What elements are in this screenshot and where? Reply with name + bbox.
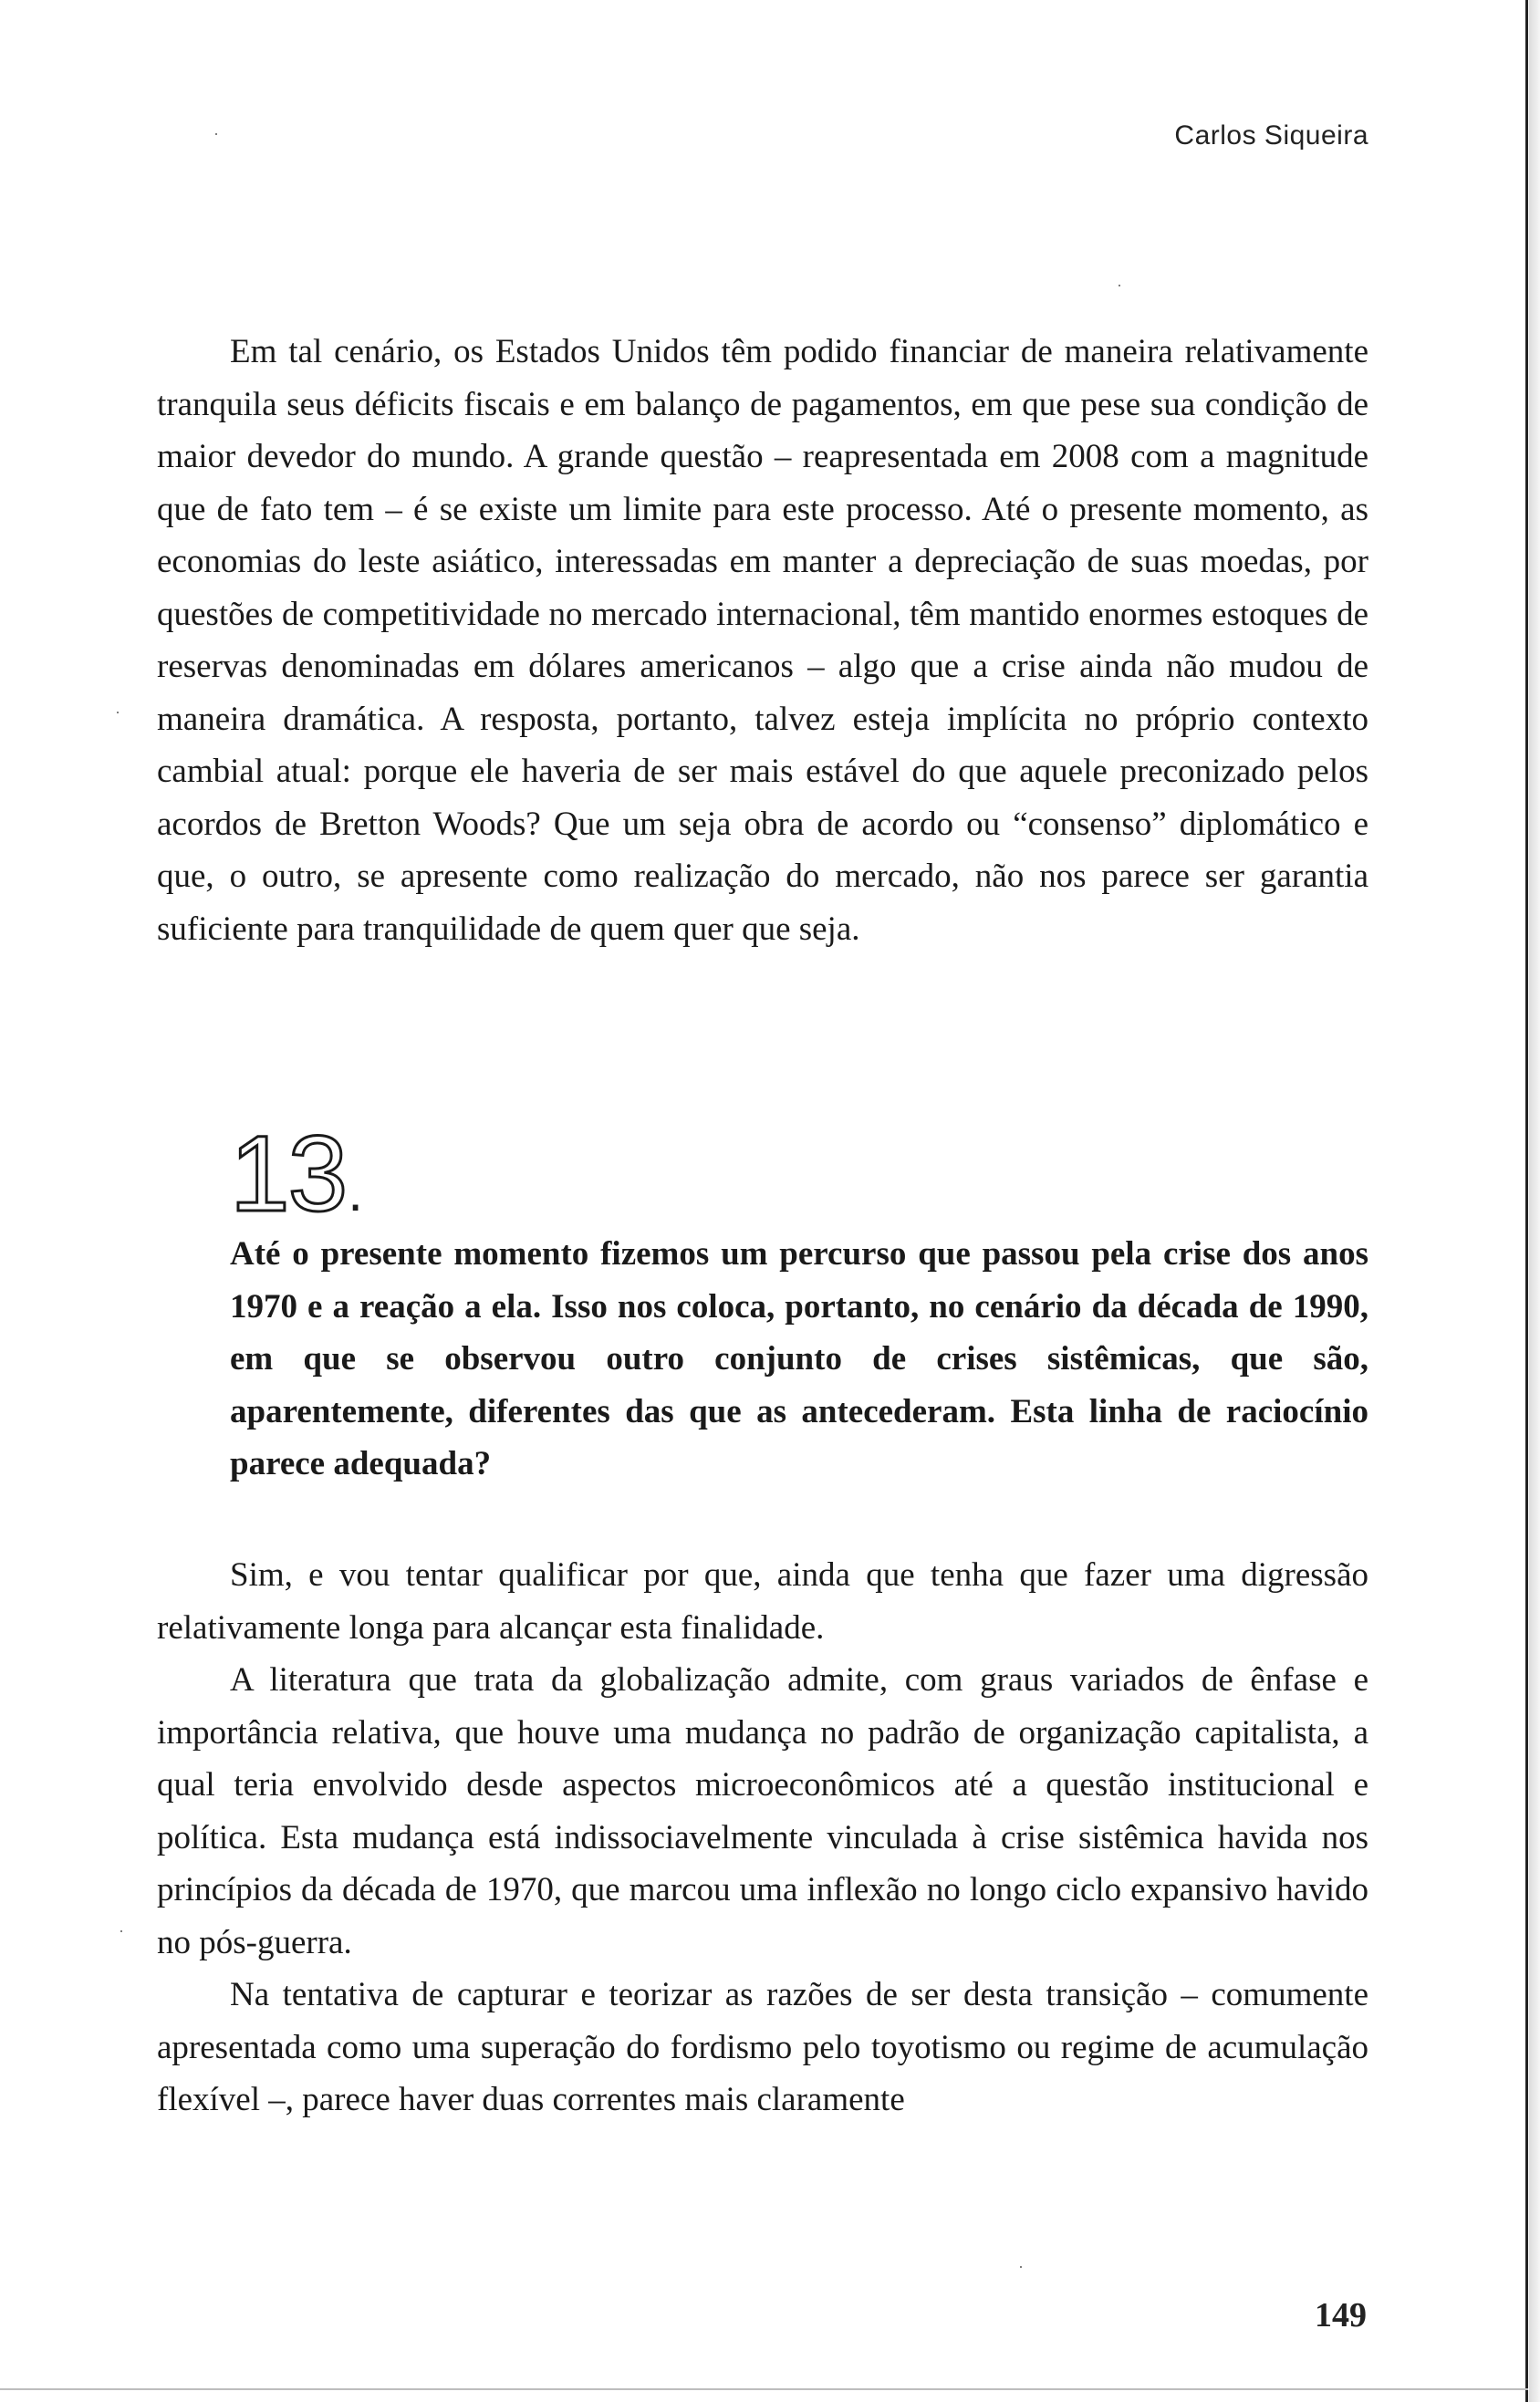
scan-speck — [117, 712, 119, 713]
page-binding-edge — [1525, 0, 1528, 2402]
scan-speck — [1020, 2266, 1022, 2268]
answer-paragraph: A literatura que trata da globalização admite, com graus variados de ênfase e importância relativa, que houve uma mudança no padrão de organização capitalista, a qual teria envolvido desde aspectos microeconômicos até a questão institucional e política. Esta mudança está indissociavelmente vinculada à crise sistêmica havida nos princípios da década de 1970, que marcou uma inflexão no longo ciclo expansivo havido no pós-guerra. — [157, 1661, 1368, 1961]
answer-paragraph: Sim, e vou tentar qualificar por que, ainda que tenha que fazer uma digressão relativamente longa para alcançar esta finalidade. — [157, 1556, 1368, 1647]
paragraph: Em tal cenário, os Estados Unidos têm podido financiar de maneira relativamente tranquila seus déficits fiscais e em balanço de pagamentos, em que pese sua condição de maior devedor do mundo. A grande questão – reapresentada em 2008 com a magnitude que de fato tem – é se existe um limite para este processo. Até o presente momento, as economias do leste asiático, interessadas em manter a depreciação de suas moedas, por questões de competitividade no mercado internacional, têm mantido enormes estoques de reservas denominadas em dólares americanos – algo que a crise ainda não mudou de maneira dramática. A resposta, portanto, talvez esteja implícita no próprio contexto cambial atual: porque ele haveria de ser mais estável do que aquele preconizado pelos acordos de Bretton Woods? Que um seja obra de acordo ou “consenso” diplomático e que, o outro, se apresente como realização do mercado, não nos parece ser garantia suficiente para tranquilidade de quem quer que seja. — [157, 333, 1368, 948]
running-head: Carlos Siqueira — [1174, 120, 1368, 151]
page-edge-shadow — [1529, 0, 1540, 2402]
answer-block — [157, 1549, 1368, 2126]
interview-question: Até o presente momento fizemos um percurso que passou pela crise dos anos 1970 e a reação a ela. Isso nos coloca, portanto, no cenário da década de 1990, em que se observou outro conjunto de crises sistêmicas, que são, aparentemente, diferentes das que as antecederam. Esta linha de raciocínio parece adequada? — [230, 1235, 1368, 1482]
chapter-number-dot: . — [348, 1161, 361, 1222]
opening-paragraph-block — [157, 326, 1368, 955]
scan-speck — [1119, 285, 1120, 286]
chapter-number-digits: 13 — [230, 1114, 347, 1234]
page-number: 149 — [1315, 2296, 1367, 2334]
page-bottom-edge — [0, 2388, 1528, 2390]
scan-speck — [215, 133, 217, 135]
chapter-number — [230, 1114, 361, 1234]
answer-paragraph: Na tentativa de capturar e teorizar as razões de ser desta transição – comumente apresentada como uma superação do fordismo pelo toyotismo ou regime de acumulação flexível –, parece haver duas correntes mais claramente — [157, 1976, 1368, 2118]
scan-speck — [120, 1930, 122, 1932]
